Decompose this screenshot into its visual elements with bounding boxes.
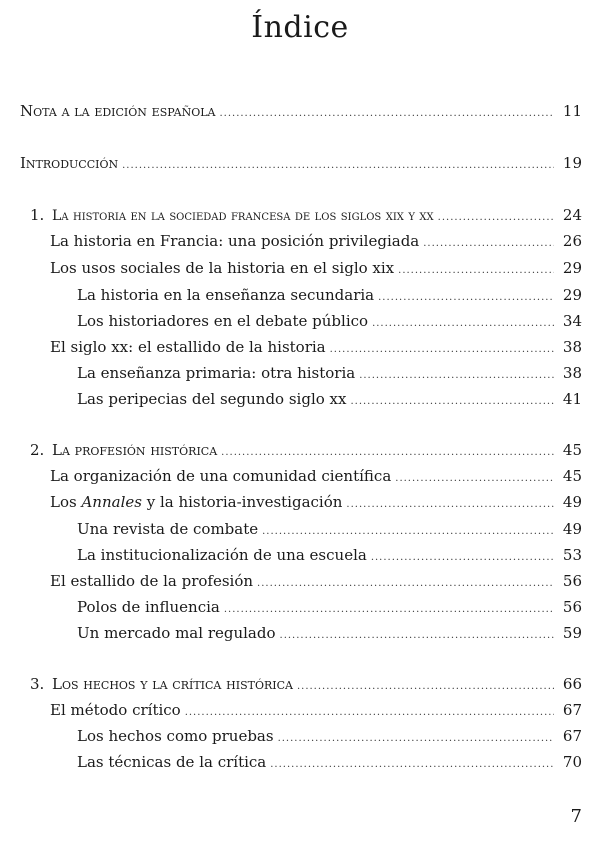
page-title: Índice (251, 10, 349, 45)
toc-entry-page: 29 (562, 259, 582, 277)
toc-subsection (77, 312, 582, 334)
toc-entry-page: 67 (562, 701, 582, 719)
dot-leader (378, 292, 554, 303)
toc-entry-label: Los hechos y la crítica histórica (52, 675, 293, 693)
toc-entry-page: 38 (562, 338, 582, 356)
toc-entry-page: 26 (562, 232, 582, 250)
toc-entry-label: Una revista de combate (77, 520, 259, 538)
dot-leader (219, 108, 554, 119)
toc-entry-page: 34 (562, 312, 582, 330)
chapter-number: 3. (30, 675, 45, 693)
toc-chapter (30, 441, 582, 463)
toc-subsection (77, 546, 582, 568)
toc-subsection (77, 520, 582, 542)
dot-leader (122, 160, 554, 171)
toc-entry-page: 11 (562, 102, 582, 120)
toc-entry-page: 38 (562, 364, 582, 382)
toc-chapter (30, 206, 582, 228)
toc-entry-page: 49 (562, 520, 582, 538)
dot-leader (395, 473, 554, 484)
toc-subsection (77, 727, 582, 749)
toc-entry-page: 56 (562, 572, 582, 590)
toc-entry-page: 45 (562, 441, 582, 459)
toc-entry-label: La historia en la sociedad francesa de los siglos xix y xx (52, 208, 434, 224)
toc-entry-label: El método crítico (50, 701, 181, 719)
toc-entry-label (50, 493, 342, 511)
toc-entry-page: 19 (562, 154, 582, 172)
dot-leader (280, 630, 554, 641)
toc-entry-label: La organización de una comunidad científica (50, 467, 392, 485)
toc-entry-label: Introducción (20, 154, 119, 172)
toc-entry-label: Los usos sociales de la historia en el siglo xix (50, 259, 395, 277)
toc-subsection (77, 753, 582, 775)
toc-entry-label: Las peripecias del segundo siglo xx (77, 390, 347, 408)
dot-leader (270, 759, 554, 770)
toc-entry-label: La institucionalización de una escuela (77, 546, 367, 564)
toc-entry (20, 102, 582, 124)
dot-leader (372, 318, 554, 329)
toc-section (50, 493, 582, 515)
toc-entry-label: La historia en la enseñanza secundaria (77, 286, 375, 304)
toc-subsection (77, 390, 582, 412)
dot-leader (350, 396, 554, 407)
toc-subsection (77, 598, 582, 620)
dot-leader (359, 370, 554, 381)
toc-entry-label: Las técnicas de la crítica (77, 753, 267, 771)
dot-leader (278, 733, 554, 744)
journal-title: Annales (81, 493, 142, 511)
toc-entry-page: 56 (562, 598, 582, 616)
toc-entry-label: El estallido de la profesión (50, 572, 254, 590)
dot-leader (262, 526, 554, 537)
dot-leader (185, 707, 554, 718)
toc-entry-page: 49 (562, 493, 582, 511)
chapter-number: 2. (30, 441, 45, 459)
page-number: 7 (570, 806, 582, 827)
toc-entry-page: 59 (562, 624, 582, 642)
toc-entry-label: Polos de influencia (77, 598, 220, 616)
toc-section (50, 572, 582, 594)
dot-leader (371, 552, 554, 563)
toc-entry-page: 67 (562, 727, 582, 745)
toc-entry-page: 41 (562, 390, 582, 408)
toc-entry-label: Los hechos como pruebas (77, 727, 274, 745)
toc-subsection (77, 286, 582, 308)
dot-leader (346, 499, 554, 510)
toc-section (50, 259, 582, 281)
chapter-number: 1. (30, 206, 45, 224)
toc-entry (20, 154, 582, 176)
toc-entry-page: 66 (562, 675, 582, 693)
dot-leader (438, 212, 554, 223)
toc-subsection (77, 364, 582, 386)
toc-entry-label: La profesión histórica (52, 441, 218, 459)
toc-entry-page: 45 (562, 467, 582, 485)
toc-subsection (77, 624, 582, 646)
toc-entry-label: Nota a la edición española (20, 102, 216, 120)
dot-leader (224, 604, 554, 615)
dot-leader (221, 447, 554, 458)
toc-section (50, 338, 582, 360)
toc-entry-label: El siglo xx: el estallido de la historia (50, 338, 326, 356)
toc-entry-page: 29 (562, 286, 582, 304)
dot-leader (297, 681, 554, 692)
label-prefix: Los (50, 493, 82, 511)
toc-entry-label: Un mercado mal regulado (77, 624, 276, 642)
toc-entry-page: 53 (562, 546, 582, 564)
dot-leader (423, 238, 554, 249)
dot-leader (330, 344, 554, 355)
label-suffix: y la historia-investigación (141, 493, 343, 511)
dot-leader (398, 265, 554, 276)
toc-entry-label: La enseñanza primaria: otra historia (77, 364, 356, 382)
toc-chapter (30, 675, 582, 697)
dot-leader (257, 578, 554, 589)
toc-entry-label: Los historiadores en el debate público (77, 312, 369, 330)
toc-entry-label: La historia en Francia: una posición privilegiada (50, 232, 420, 250)
toc-entry-page: 70 (562, 753, 582, 771)
toc-section (50, 232, 582, 254)
toc-entry-page: 24 (562, 206, 582, 224)
toc-section (50, 701, 582, 723)
toc-section (50, 467, 582, 489)
